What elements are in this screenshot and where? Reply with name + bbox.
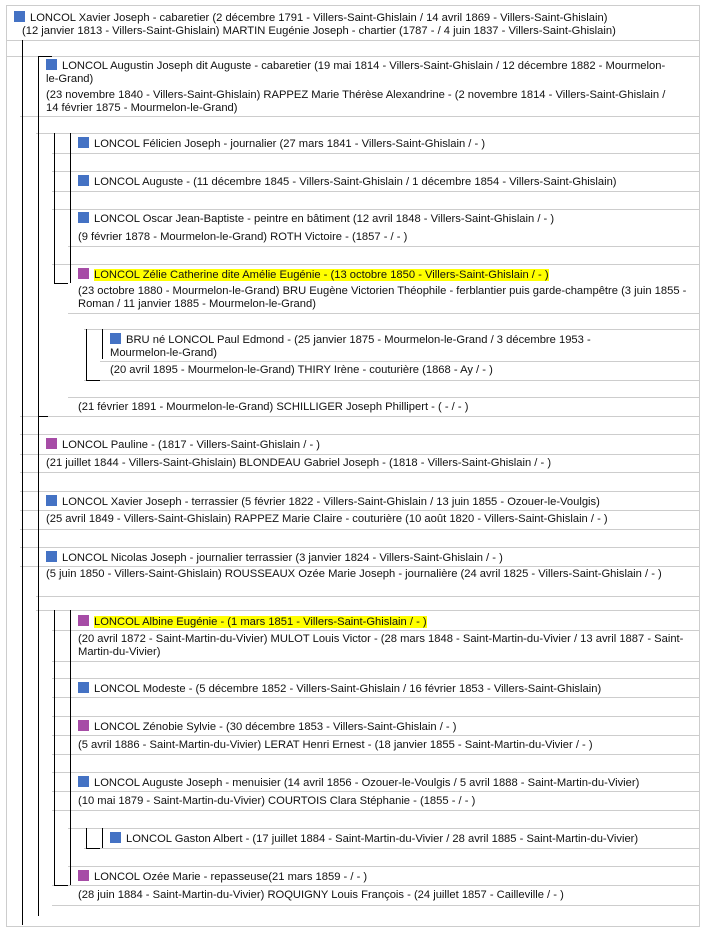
marriage-entry: (21 juillet 1844 - Villers-Saint-Ghislain) BLONDEAU Gabriel Joseph - (1818 - Villers-Saint-Ghislain / - ) bbox=[46, 457, 552, 469]
grid-line bbox=[52, 153, 699, 154]
blue-square-icon bbox=[46, 551, 57, 562]
grid-line bbox=[52, 630, 699, 631]
person-label: LONCOL Augustin Joseph dit Auguste - cabaretier (19 mai 1814 - Villers-Saint-Ghislain / 12 décembre 1882 - Mourmelon-le-Grand) bbox=[46, 60, 666, 85]
person-entry bbox=[78, 212, 688, 226]
grid-line bbox=[52, 885, 699, 886]
person-label: LONCOL Modeste - (5 décembre 1852 - Villers-Saint-Ghislain / 16 février 1853 - Villers-Saint-Ghislain) bbox=[94, 683, 602, 695]
grid-line bbox=[52, 209, 699, 210]
blue-square-icon bbox=[78, 776, 89, 787]
grid-line bbox=[20, 491, 699, 492]
grid-line bbox=[52, 772, 699, 773]
blue-square-icon bbox=[78, 137, 89, 148]
person-label: BRU né LONCOL Paul Edmond - (25 janvier 1875 - Mourmelon-le-Grand / 3 décembre 1953 - Mourmelon-le-Grand) bbox=[110, 334, 591, 359]
grid-line bbox=[68, 246, 699, 247]
person-entry bbox=[46, 551, 691, 565]
grid-line bbox=[100, 361, 699, 362]
person-label: LONCOL Pauline - (1817 - Villers-Saint-Ghislain / - ) bbox=[62, 439, 321, 451]
marriage-entry: (20 avril 1895 - Mourmelon-le-Grand) THIRY Irène - couturière (1868 - Ay / - ) bbox=[110, 364, 493, 376]
grid-line bbox=[52, 810, 699, 811]
person-label-highlighted: LONCOL Zélie Catherine dite Amélie Eugénie - (13 octobre 1850 - Villers-Saint-Ghislain / - ) bbox=[94, 269, 549, 281]
person-entry bbox=[78, 137, 688, 151]
grid-line bbox=[52, 905, 699, 906]
purple-square-icon bbox=[78, 615, 89, 626]
grid-line bbox=[52, 678, 699, 679]
blue-square-icon bbox=[78, 212, 89, 223]
purple-square-icon bbox=[78, 268, 89, 279]
tree-connector bbox=[54, 610, 55, 885]
marriage-entry: (21 février 1891 - Mourmelon-le-Grand) SCHILLIGER Joseph Phillipert - ( - / - ) bbox=[78, 401, 469, 413]
blue-square-icon bbox=[110, 832, 121, 843]
grid-line bbox=[52, 754, 699, 755]
tree-connector bbox=[22, 40, 23, 925]
person-label: LONCOL Félicien Joseph - journalier (27 mars 1841 - Villers-Saint-Ghislain / - ) bbox=[94, 138, 486, 150]
grid-line bbox=[20, 529, 699, 530]
grid-line bbox=[52, 716, 699, 717]
purple-square-icon bbox=[78, 870, 89, 881]
marriage-entry: (12 janvier 1813 - Villers-Saint-Ghislain) MARTIN Eugénie Joseph - chartier (1787 - / 4 juin 1837 - Villers-Saint-Ghislain) bbox=[22, 25, 616, 37]
grid-line bbox=[52, 191, 699, 192]
marriage-entry: (5 avril 1886 - Saint-Martin-du-Vivier) LERAT Henri Ernest - (18 janvier 1855 - Saint-Martin-du-Vivier / - ) bbox=[78, 739, 593, 751]
grid-line bbox=[6, 56, 699, 57]
person-entry bbox=[78, 268, 688, 282]
grid-line bbox=[84, 848, 699, 849]
blue-square-icon bbox=[14, 11, 25, 22]
person-label: LONCOL Oscar Jean-Baptiste - peintre en bâtiment (12 avril 1848 - Villers-Saint-Ghislain / - ) bbox=[94, 213, 555, 225]
grid-line bbox=[20, 510, 699, 511]
person-label: LONCOL Ozée Marie - repasseuse(21 mars 1859 - / - ) bbox=[94, 871, 368, 883]
grid-line bbox=[36, 610, 699, 611]
person-entry bbox=[78, 175, 688, 189]
grid-line bbox=[6, 40, 699, 41]
person-entry bbox=[78, 720, 688, 734]
grid-line bbox=[68, 313, 699, 314]
person-entry bbox=[78, 682, 688, 696]
blue-square-icon bbox=[46, 59, 57, 70]
person-label-highlighted: LONCOL Albine Eugénie - (1 mars 1851 - Villers-Saint-Ghislain / - ) bbox=[94, 616, 427, 628]
purple-square-icon bbox=[78, 720, 89, 731]
marriage-entry: (9 février 1878 - Mourmelon-le-Grand) ROTH Victoire - (1857 - / - ) bbox=[78, 231, 408, 243]
blue-square-icon bbox=[110, 333, 121, 344]
marriage-entry: (23 novembre 1840 - Villers-Saint-Ghislain) RAPPEZ Marie Thérèse Alexandrine - (2 novembre 1814 - Villers-Saint-Ghislain / 14 février 1875 - Mourmelon-le-Grand) bbox=[46, 89, 666, 114]
grid-line bbox=[52, 735, 699, 736]
person-entry bbox=[78, 776, 693, 790]
person-entry bbox=[110, 832, 695, 846]
tree-connector bbox=[54, 283, 68, 284]
tree-connector bbox=[38, 56, 39, 916]
grid-line bbox=[52, 661, 699, 662]
person-entry bbox=[46, 495, 691, 509]
blue-square-icon bbox=[46, 495, 57, 506]
grid-line bbox=[84, 380, 699, 381]
tree-connector bbox=[102, 828, 103, 848]
person-label: LONCOL Xavier Joseph - cabaretier (2 décembre 1791 - Villers-Saint-Ghislain / 14 avril 1869 - Villers-Saint-Ghislain) bbox=[30, 12, 608, 24]
tree-connector bbox=[86, 380, 100, 381]
tree-connector bbox=[102, 329, 103, 359]
person-entry bbox=[46, 438, 686, 452]
marriage-entry: (23 octobre 1880 - Mourmelon-le-Grand) BRU Eugène Victorien Théophile - ferblantier puis garde-champêtre (3 juin 1855 - Roman / 11 janvier 1885 - Mourmelon-le-Grand) bbox=[78, 285, 687, 310]
tree-connector bbox=[54, 133, 55, 283]
grid-line bbox=[68, 828, 699, 829]
person-entry bbox=[78, 870, 688, 884]
person-label: LONCOL Gaston Albert - (17 juillet 1884 - Saint-Martin-du-Vivier / 28 avril 1885 - Saint-Martin-du-Vivier) bbox=[126, 833, 639, 845]
grid-line bbox=[20, 472, 699, 473]
tree-connector bbox=[70, 133, 71, 283]
grid-line bbox=[52, 171, 699, 172]
grid-line bbox=[68, 866, 699, 867]
grid-line bbox=[20, 566, 699, 567]
grid-line bbox=[52, 697, 699, 698]
tree-connector bbox=[38, 56, 52, 57]
marriage-entry: (28 juin 1884 - Saint-Martin-du-Vivier) ROQUIGNY Louis François - (24 juillet 1857 - Cailleville / - ) bbox=[78, 889, 564, 901]
grid-line bbox=[20, 434, 699, 435]
grid-line bbox=[20, 547, 699, 548]
tree-connector bbox=[38, 416, 48, 417]
grid-line bbox=[52, 791, 699, 792]
tree-connector bbox=[70, 610, 71, 885]
person-label: LONCOL Zénobie Sylvie - (30 décembre 1853 - Villers-Saint-Ghislain / - ) bbox=[94, 721, 457, 733]
grid-line bbox=[36, 596, 699, 597]
person-entry bbox=[14, 11, 694, 25]
marriage-entry: (5 juin 1850 - Villers-Saint-Ghislain) ROUSSEAUX Ozée Marie Joseph - journalière (24 avril 1825 - Villers-Saint-Ghislain / - ) bbox=[46, 568, 662, 580]
blue-square-icon bbox=[78, 682, 89, 693]
person-label: LONCOL Auguste - (11 décembre 1845 - Villers-Saint-Ghislain / 1 décembre 1854 - Villers-Saint-Ghislain) bbox=[94, 176, 617, 188]
tree-connector bbox=[54, 885, 68, 886]
marriage-entry: (25 avril 1849 - Villers-Saint-Ghislain) RAPPEZ Marie Claire - couturière (10 août 1820 - Villers-Saint-Ghislain / - ) bbox=[46, 513, 608, 525]
person-label: LONCOL Auguste Joseph - menuisier (14 avril 1856 - Ozouer-le-Voulgis / 5 avril 1888 - Saint-Martin-du-Vivier) bbox=[94, 777, 640, 789]
grid-line bbox=[20, 454, 699, 455]
person-entry bbox=[46, 59, 666, 86]
grid-line bbox=[68, 397, 699, 398]
grid-line bbox=[20, 116, 699, 117]
grid-line bbox=[52, 264, 699, 265]
grid-line bbox=[20, 416, 699, 417]
person-entry bbox=[78, 615, 688, 629]
grid-line bbox=[84, 329, 699, 330]
marriage-entry: (10 mai 1879 - Saint-Martin-du-Vivier) COURTOIS Clara Stéphanie - (1855 - / - ) bbox=[78, 795, 476, 807]
tree-connector bbox=[86, 828, 87, 848]
grid-line bbox=[36, 133, 699, 134]
person-label: LONCOL Xavier Joseph - terrassier (5 février 1822 - Villers-Saint-Ghislain / 13 juin 1855 - Ozouer-le-Voulgis) bbox=[62, 496, 600, 508]
tree-connector bbox=[86, 329, 87, 380]
purple-square-icon bbox=[46, 438, 57, 449]
tree-connector bbox=[86, 848, 100, 849]
blue-square-icon bbox=[78, 175, 89, 186]
person-label: LONCOL Nicolas Joseph - journalier terrassier (3 janvier 1824 - Villers-Saint-Ghislain / - ) bbox=[62, 552, 503, 564]
marriage-entry: (20 avril 1872 - Saint-Martin-du-Vivier) MULOT Louis Victor - (28 mars 1848 - Saint-Martin-du-Vivier / 13 avril 1887 - Saint-Martin-du-Vivier) bbox=[78, 633, 684, 658]
person-entry bbox=[110, 333, 650, 360]
